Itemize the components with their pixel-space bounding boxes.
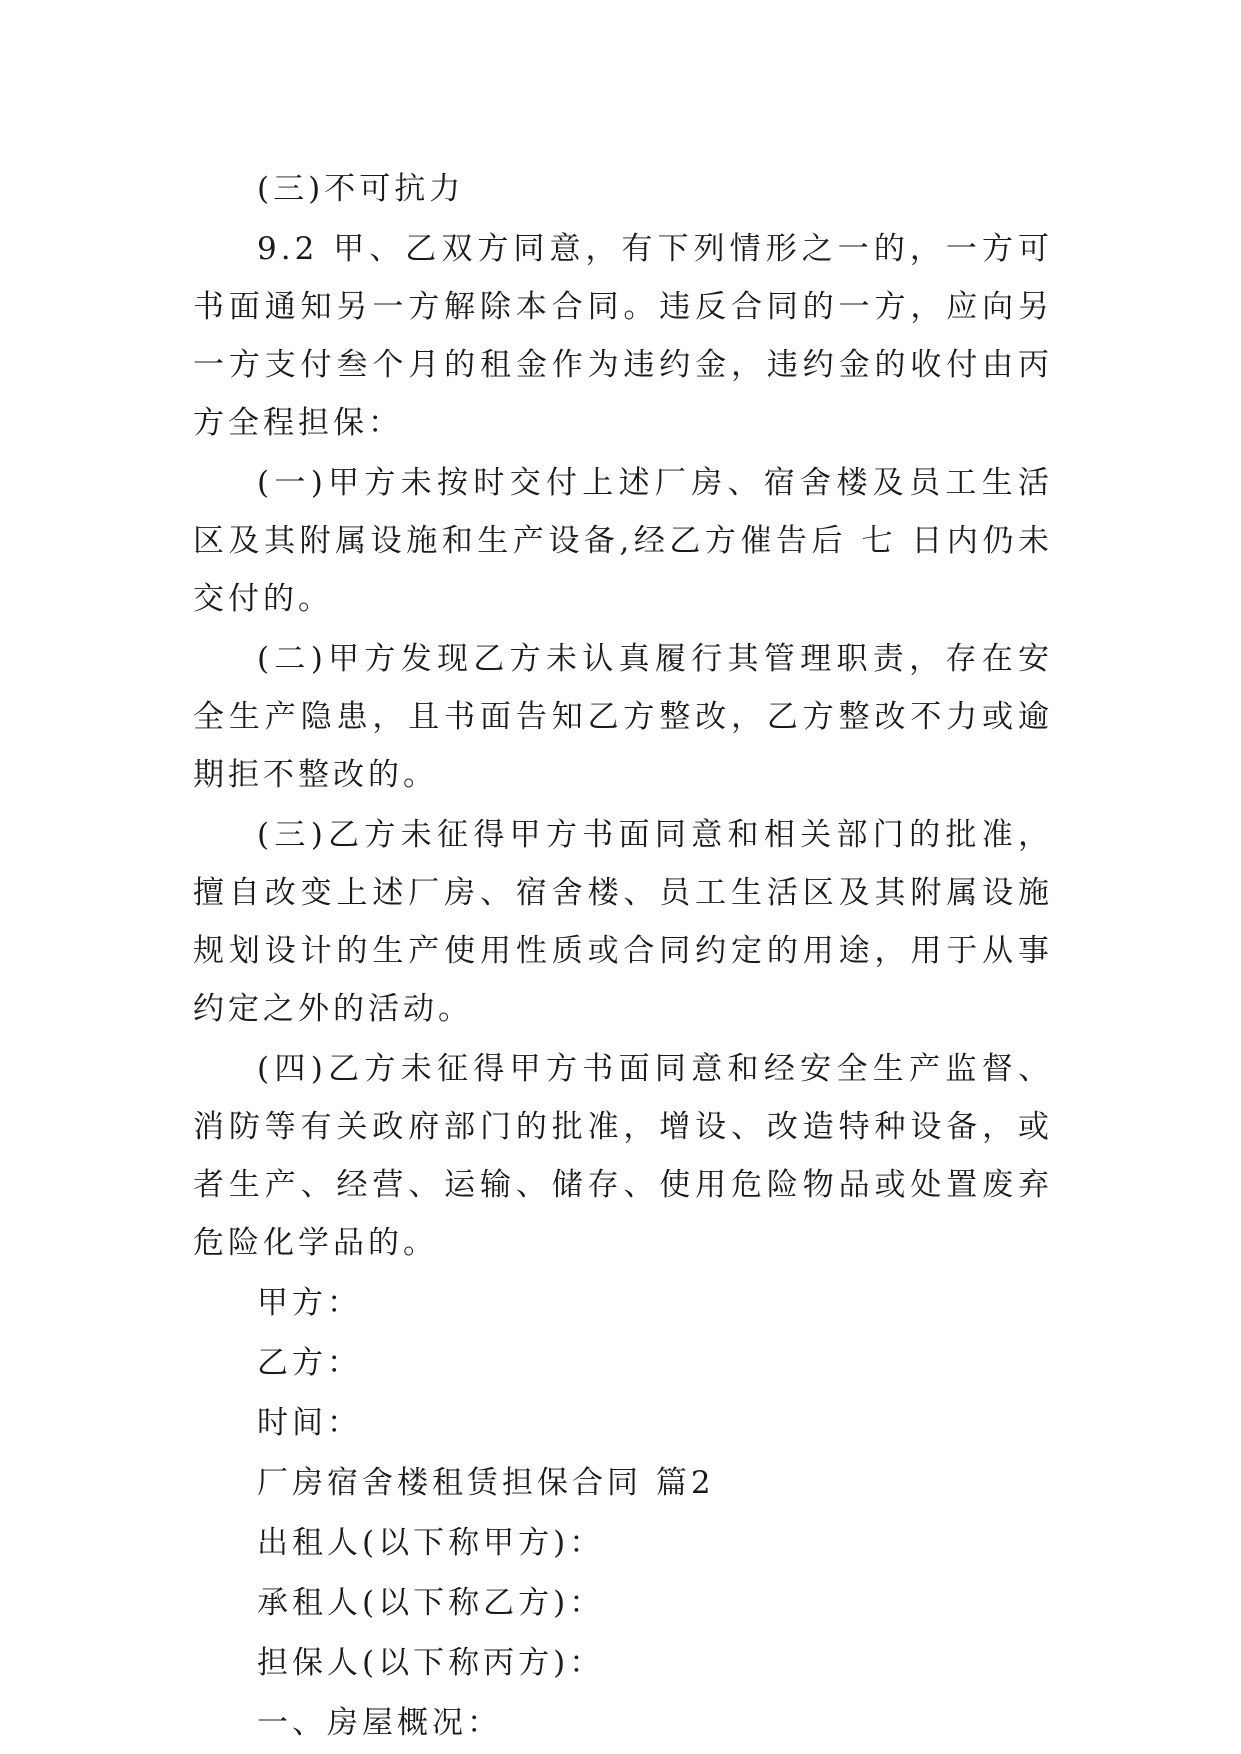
paragraph-item-2: (二)甲方发现乙方未认真履行其管理职责，存在安全生产隐患，且书面告知乙方整改，乙方整改不力或逾期拒不整改的。 xyxy=(193,641,1053,793)
lessee-label: 承租人(以下称乙方)： xyxy=(257,1585,605,1621)
document-body xyxy=(193,160,1053,1752)
paragraph-item-1: (一)甲方未按时交付上述厂房、宿舍楼及员工生活区及其附属设施和生产设备,经乙方催告后 七 日内仍未交付的。 xyxy=(193,465,1053,617)
paragraph-item-3: (三)乙方未征得甲方书面同意和相关部门的批准，擅自改变上述厂房、宿舍楼、员工生活区及其附属设施规划设计的生产使用性质或合同约定的用途，用于从事约定之外的活动。 xyxy=(193,817,1053,1027)
paragraph-clause-9-2: 9.2 甲、乙双方同意，有下列情形之一的，一方可书面通知另一方解除本合同。违反合同的一方，应向另一方支付叁个月的租金作为违约金，违约金的收付由丙方全程担保： xyxy=(193,231,1053,441)
contract-title-2: 厂房宿舍楼租赁担保合同 篇2 xyxy=(257,1465,715,1501)
party-b-label: 乙方： xyxy=(257,1345,362,1381)
date-label: 时间： xyxy=(257,1405,362,1441)
section-1-heading: 一、房屋概况： xyxy=(257,1705,502,1741)
paragraph-force-majeure: (三)不可抗力 xyxy=(257,171,465,207)
paragraph-item-4: (四)乙方未征得甲方书面同意和经安全生产监督、消防等有关政府部门的批准，增设、改造特种设备，或者生产、经营、运输、储存、使用危险物品或处置废弃危险化学品的。 xyxy=(193,1051,1053,1261)
guarantor-label: 担保人(以下称丙方)： xyxy=(257,1645,605,1681)
party-a-label: 甲方： xyxy=(257,1285,362,1321)
lessor-label: 出租人(以下称甲方)： xyxy=(257,1525,605,1561)
